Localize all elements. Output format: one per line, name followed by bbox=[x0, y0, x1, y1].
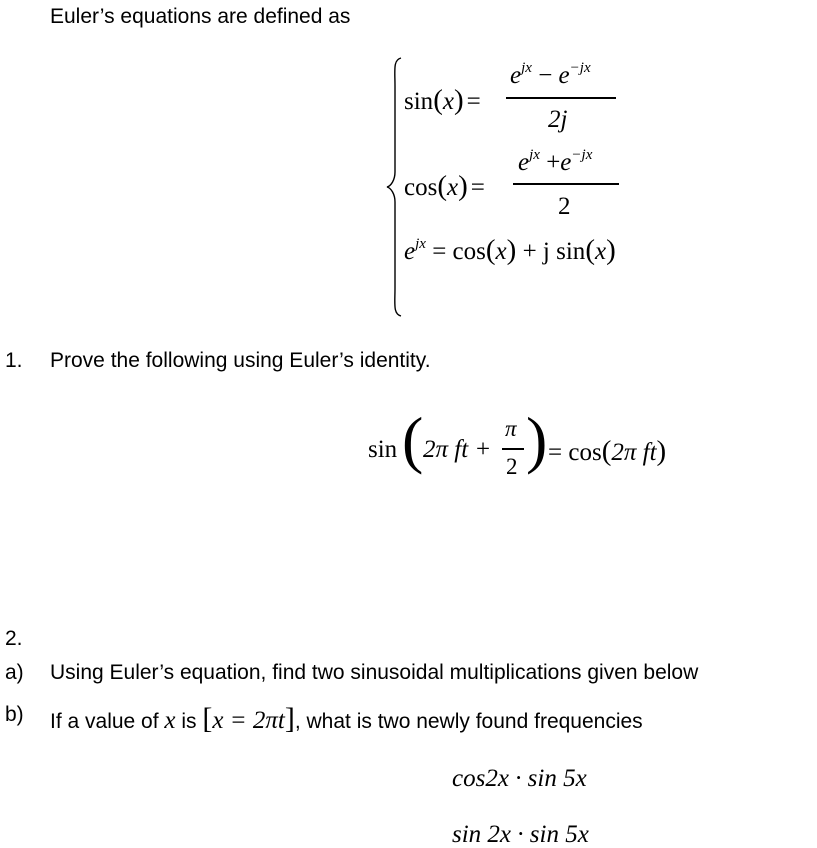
sin-denominator: 2j bbox=[548, 106, 568, 133]
q2-expr-2: sin 2x · sin 5x bbox=[452, 821, 589, 848]
sin-var: x bbox=[442, 88, 454, 115]
sin-numerator: $e^{jx} - e^{-jx}$ bbox=[510, 60, 591, 89]
system-brace bbox=[385, 56, 405, 318]
q2-b-line: If a value of x is [x = 2πt], what is two newly found frequencies bbox=[50, 702, 643, 735]
q1-two: 2 bbox=[506, 454, 518, 479]
q2-b-expression: x = 2πt bbox=[212, 707, 285, 734]
intro-text: Euler’s equations are defined as bbox=[50, 5, 351, 28]
sin-fraction-bar bbox=[506, 97, 616, 99]
cos-fraction-bar bbox=[513, 183, 619, 185]
q1-lhs-fn: sin bbox=[368, 436, 398, 463]
sin-eq: = bbox=[466, 88, 481, 115]
sin-fn: sin bbox=[404, 88, 434, 115]
euler-identity: $e^{jx} = \cos(x) + j$ sin(x) bbox=[404, 234, 616, 266]
cos-var: x bbox=[447, 174, 459, 201]
sin-lhs: sin(x) = bbox=[404, 84, 481, 116]
q2-expr-1: cos2x · sin 5x bbox=[452, 765, 587, 792]
cos-eq: = bbox=[470, 174, 485, 201]
q1-text: Prove the following using Euler’s identity. bbox=[50, 349, 431, 372]
q2-a-label: a) bbox=[5, 661, 24, 684]
q2-b-label: b) bbox=[5, 703, 24, 726]
q2-number: 2. bbox=[5, 627, 23, 650]
q2-a-text: Using Euler’s equation, find two sinusoidal multiplications given below bbox=[50, 661, 699, 684]
q1-right-paren: ) bbox=[526, 404, 548, 475]
q1-number: 1. bbox=[5, 349, 23, 372]
cos-fn: cos bbox=[404, 174, 438, 201]
cos-lhs: cos(x) = bbox=[404, 170, 485, 202]
q1-arg: 2π ft + bbox=[423, 436, 492, 463]
cos-denominator: 2 bbox=[558, 193, 571, 220]
cos-numerator: $e^{jx} +e^{-jx}$ bbox=[518, 147, 593, 176]
q1-fraction-bar bbox=[502, 448, 524, 450]
q1-pi: π bbox=[505, 416, 517, 441]
q1-rhs: = cos(2π ft) bbox=[548, 435, 667, 467]
q1-left-paren: ( bbox=[402, 404, 424, 475]
